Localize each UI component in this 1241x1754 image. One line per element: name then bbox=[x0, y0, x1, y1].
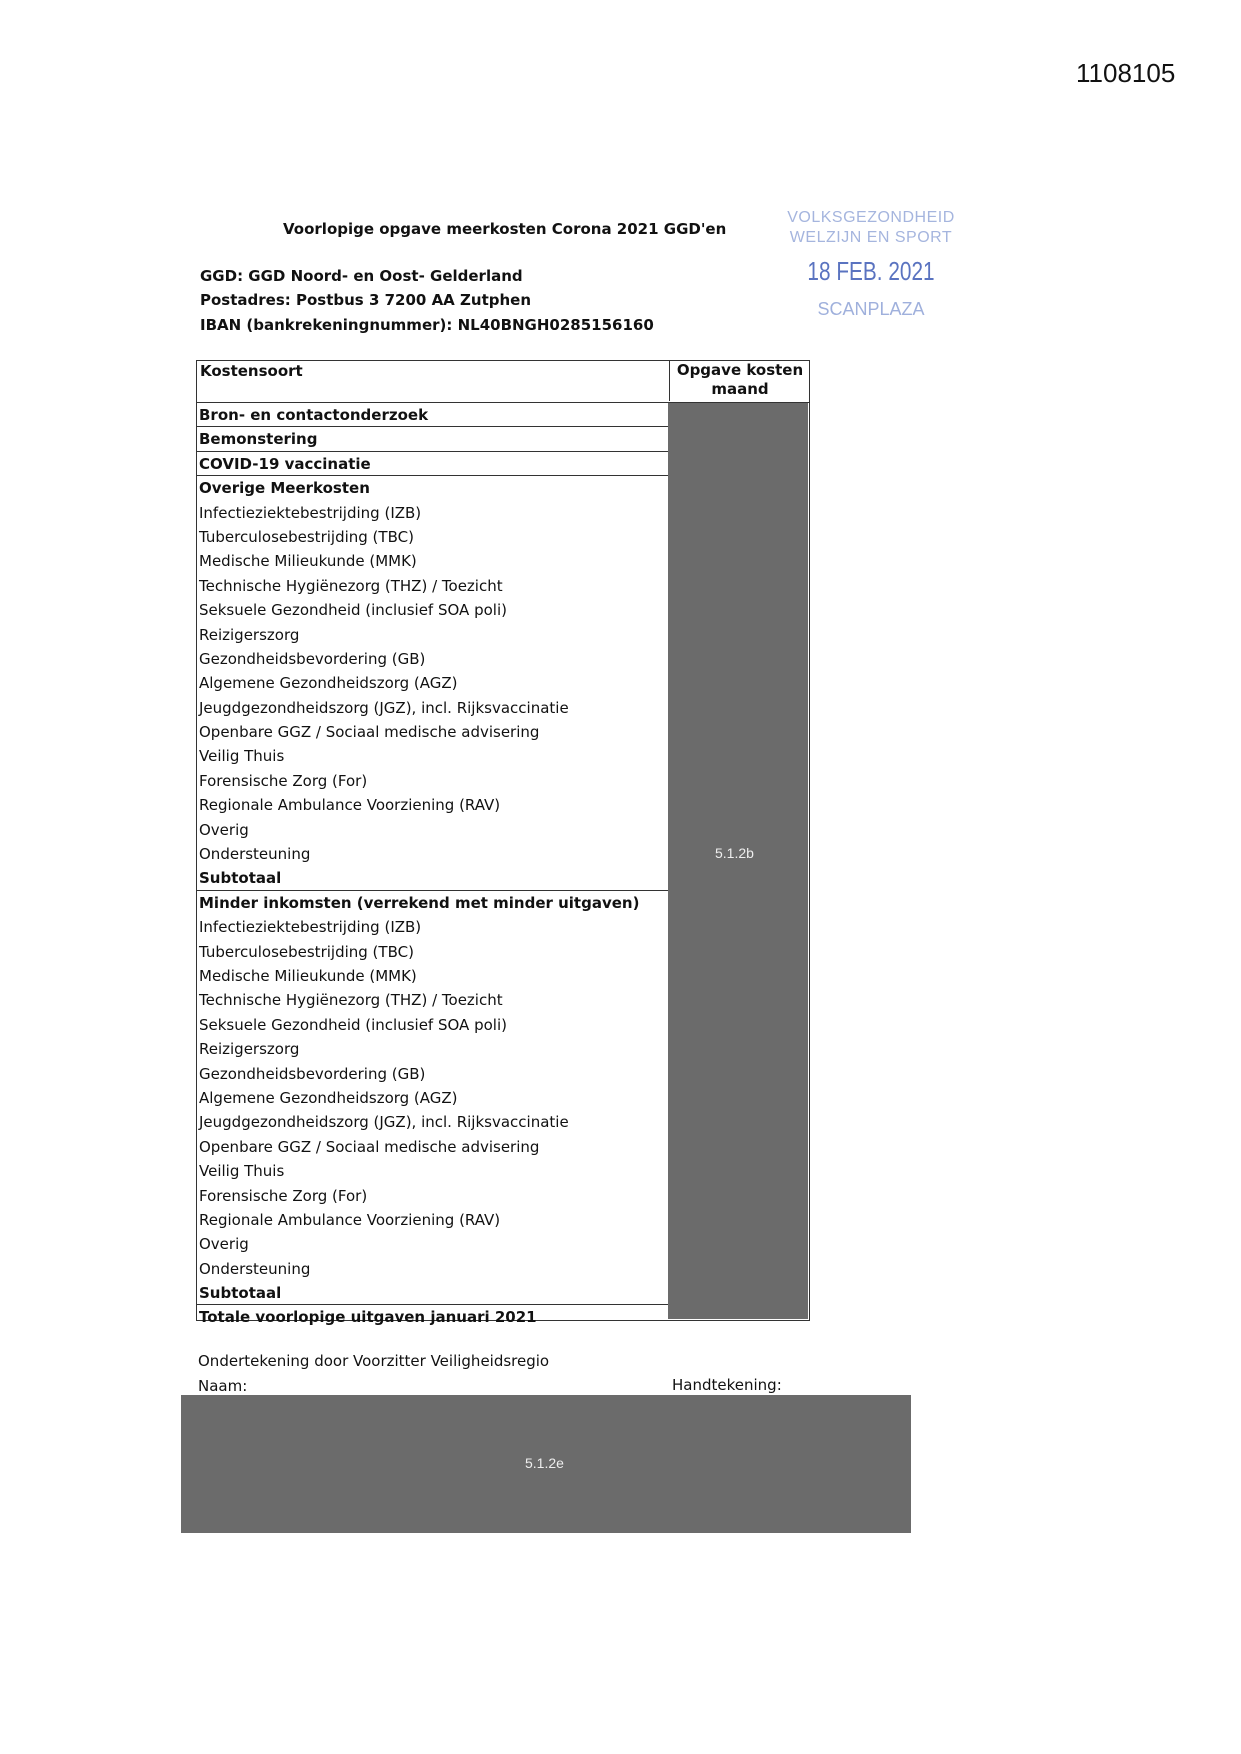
table-row: Openbare GGZ / Sociaal medische advisering bbox=[199, 723, 540, 742]
table-header bbox=[197, 361, 809, 403]
table-row: Medische Milieukunde (MMK) bbox=[199, 552, 417, 571]
table-row: Veilig Thuis bbox=[199, 1162, 285, 1181]
table-rows bbox=[197, 403, 669, 1330]
table-row: Reizigerszorg bbox=[199, 1040, 300, 1059]
table-row: Forensische Zorg (For) bbox=[199, 1186, 368, 1205]
table-row: Algemene Gezondheidszorg (AGZ) bbox=[199, 1088, 458, 1107]
table-row: COVID-19 vaccinatie bbox=[197, 452, 669, 476]
table-row: Regionale Ambulance Voorziening (RAV) bbox=[199, 1210, 501, 1229]
signature-label: Handtekening: bbox=[672, 1376, 782, 1394]
document-number: 1108105 bbox=[1076, 58, 1176, 88]
document-title: Voorlopige opgave meerkosten Corona 2021 GGD'en bbox=[283, 220, 727, 238]
table-row: Ondersteuning bbox=[199, 1259, 311, 1278]
signature-redaction-block bbox=[181, 1395, 911, 1533]
table-row: Subtotaal bbox=[197, 1281, 669, 1305]
redaction-label: 5.1.2e bbox=[525, 1455, 564, 1471]
table-row: Veilig Thuis bbox=[199, 747, 285, 766]
signature-heading: Ondertekening door Voorzitter Veiligheidsregio bbox=[198, 1352, 550, 1370]
redaction-label: 5.1.2b bbox=[715, 845, 754, 861]
table-row: Minder inkomsten (verrekend met minder uitgaven) bbox=[199, 893, 640, 912]
ggd-name: GGD: GGD Noord- en Oost- Gelderland bbox=[200, 267, 523, 285]
table-row: Infectieziektebestrijding (IZB) bbox=[199, 503, 422, 522]
stamp-line1: VOLKSGEZONDHEID bbox=[787, 209, 955, 226]
table-row: Tuberculosebestrijding (TBC) bbox=[199, 527, 414, 546]
table-row: Bemonstering bbox=[197, 427, 669, 451]
header-opgave-line1: Opgave kosten bbox=[676, 361, 804, 379]
stamp-line2: WELZIJN EN SPORT bbox=[789, 229, 953, 246]
name-label: Naam: bbox=[198, 1377, 248, 1395]
received-stamp bbox=[786, 208, 956, 320]
table-row: Medische Milieukunde (MMK) bbox=[199, 966, 417, 985]
table-row: Overig bbox=[199, 1235, 249, 1254]
table-row: Technische Hygiënezorg (THZ) / Toezicht bbox=[199, 576, 503, 595]
table-row: Jeugdgezondheidszorg (JGZ), incl. Rijksvaccinatie bbox=[199, 698, 569, 717]
redaction-block bbox=[668, 403, 808, 1319]
table-row: Jeugdgezondheidszorg (JGZ), incl. Rijksvaccinatie bbox=[199, 1113, 569, 1132]
table-row: Subtotaal bbox=[197, 866, 669, 890]
table-row: Infectieziektebestrijding (IZB) bbox=[199, 918, 422, 937]
header-opgave bbox=[669, 361, 810, 401]
table-row: Reizigerszorg bbox=[199, 625, 300, 644]
table-row: Totale voorlopige uitgaven januari 2021 bbox=[199, 1308, 537, 1327]
iban: IBAN (bankrekeningnummer): NL40BNGH0285156160 bbox=[200, 316, 654, 334]
table-row: Overige Meerkosten bbox=[199, 479, 370, 498]
table-row: Forensische Zorg (For) bbox=[199, 771, 368, 790]
table-row: Technische Hygiënezorg (THZ) / Toezicht bbox=[199, 991, 503, 1010]
table-row: Algemene Gezondheidszorg (AGZ) bbox=[199, 674, 458, 693]
table-row: Tuberculosebestrijding (TBC) bbox=[199, 942, 414, 961]
table-row: Gezondheidsbevordering (GB) bbox=[199, 1064, 426, 1083]
stamp-line3: SCANPLAZA bbox=[817, 299, 925, 319]
table-row: Bron- en contactonderzoek bbox=[197, 403, 669, 427]
table-row: Seksuele Gezondheid (inclusief SOA poli) bbox=[199, 1015, 507, 1034]
header-opgave-line2: maand bbox=[711, 380, 769, 398]
table-row: Openbare GGZ / Sociaal medische advisering bbox=[199, 1137, 540, 1156]
cost-table bbox=[196, 360, 810, 1327]
table-row: Gezondheidsbevordering (GB) bbox=[199, 649, 426, 668]
table-row: Overig bbox=[199, 820, 249, 839]
table-row: Regionale Ambulance Voorziening (RAV) bbox=[199, 796, 501, 815]
stamp-date: 18 FEB. 2021 bbox=[807, 256, 935, 286]
header-kostensoort: Kostensoort bbox=[200, 362, 303, 380]
table-row: Ondersteuning bbox=[199, 845, 311, 864]
table-row: Seksuele Gezondheid (inclusief SOA poli) bbox=[199, 601, 507, 620]
postal-address: Postadres: Postbus 3 7200 AA Zutphen bbox=[200, 291, 532, 309]
